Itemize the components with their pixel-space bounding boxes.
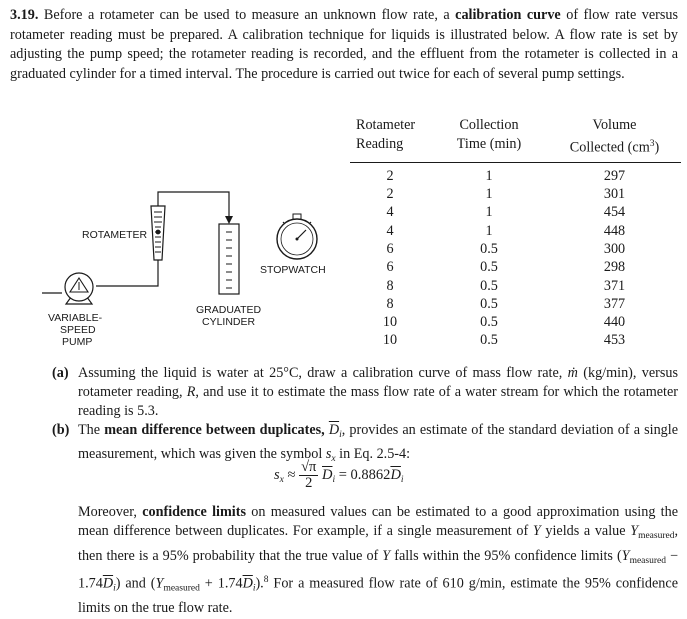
header-rotameter-reading [350, 114, 430, 162]
header-line-end: ) [654, 139, 660, 156]
table-row [350, 240, 681, 258]
cell-volume-collected: 377 [603, 295, 626, 312]
cell-volume-collected: 454 [603, 204, 626, 221]
problem-number: 3.19. [10, 7, 39, 23]
para-text-1: Moreover, [78, 504, 137, 520]
para-text-5: falls within the 95% confidence limits ( [394, 547, 622, 564]
calibration-data-table [350, 114, 681, 350]
header-line: Rotameter [356, 117, 416, 133]
cell-collection-time: 1 [485, 204, 493, 221]
graduated-cylinder-icon [219, 224, 239, 294]
para-minus: − 1.74 [78, 547, 678, 592]
cell-rotameter-reading: 8 [386, 295, 394, 312]
cell-collection-time: 1 [485, 167, 493, 184]
header-line: Reading [356, 136, 404, 152]
formula-mean-diff: $\overline{D}$ [322, 466, 333, 483]
header-line: Time (min) [456, 136, 522, 152]
rotameter-icon [151, 206, 165, 260]
part-a-text [78, 364, 678, 422]
header-line: Collected (cm [569, 139, 650, 156]
para-text-3: yields a value [545, 523, 626, 540]
formula-subscript-i-2: i [400, 474, 404, 485]
cell-volume-collected: 440 [603, 314, 626, 331]
std-dev-symbol: s [325, 446, 332, 463]
part-b-text-1: The [78, 422, 101, 438]
cell-collection-time: 1 [485, 222, 493, 239]
table-row [350, 295, 681, 313]
symbol-y: Y [532, 523, 541, 540]
part-a-label: (a) [52, 365, 69, 381]
cell-collection-time: 0.5 [480, 277, 498, 294]
cell-rotameter-reading: 4 [386, 204, 394, 221]
std-dev-formula [274, 460, 404, 491]
intro-bold-term: calibration curve [455, 7, 561, 23]
cell-collection-time: 1 [485, 186, 493, 203]
part-b-text-2: , provides an estimate of the standard deviation of a single measurement, which was given the symbol [78, 422, 678, 463]
part-a-text-1: Assuming the liquid is water at 25°C, draw a calibration curve of mass flow rate, [78, 365, 563, 381]
cell-volume-collected: 371 [603, 277, 626, 294]
table-row [350, 277, 681, 295]
symbol-y: Y [382, 547, 391, 564]
subscript-i: i [113, 583, 116, 594]
cell-rotameter-reading: 4 [386, 222, 394, 239]
header-volume-collected [548, 114, 681, 162]
header-line: Collection [459, 117, 519, 133]
symbol-y-measured: Y [621, 547, 630, 564]
header-superscript: 3 [649, 139, 655, 149]
table-row [350, 222, 681, 240]
mean-diff-symbol: $\overline{D}$ [328, 422, 340, 438]
formula-approx: ≈ [287, 466, 296, 483]
cell-collection-time: 0.5 [480, 332, 498, 349]
part-a-text-3: , and use it to estimate the mass flow rate of a water stream for which the rotameter reading is 5.3. [78, 384, 679, 420]
formula-lhs-subscript: x [279, 474, 284, 485]
rotameter-label: ROTAMETER [82, 229, 148, 241]
reading-symbol: R [186, 384, 196, 401]
para-text-8: For a measured flow rate of 610 g/min, estimate the 95% confidence limits on the true flow rate. [78, 575, 678, 617]
cylinder-label-line1: GRADUATED [196, 304, 262, 316]
part-a-text-2: (kg/min), versus rotameter reading, [78, 365, 679, 401]
formula-mean-diff-2: $\overline{D}$ [390, 466, 401, 483]
part-b-text: The mean difference between duplicates, $\overline{D}_i$, provides an estimate of the standard deviation of a single measurement, which was given the symbol $s_x$ in Eq. 2.5-4: [78, 422, 678, 465]
cell-rotameter-reading: 2 [386, 186, 394, 203]
cell-rotameter-reading: 10 [382, 332, 398, 349]
intro-text-2: of flow rate versus rotameter reading must be prepared. A calibration technique for liquids is illustrated below. A flow rate is set by adjusting the pump speed; the rotameter reading is recorded, and the effluent from the rotameter is collected in a graduated cylinder for a timed interval. The procedure is carried out twice for each of several pump settings. [10, 7, 679, 82]
formula-rhs: = 0.8862 [338, 466, 391, 483]
pump-outlet-pipe [96, 260, 158, 286]
para-plus: + 1.74 [199, 575, 243, 592]
para-text-2: on measured values can be estimated to a good approximation using the mean difference between duplicates. For example, if a single measurement of [78, 504, 679, 540]
formula-numerator: √π [301, 459, 317, 475]
table-row [350, 258, 681, 276]
formula-lhs: s [274, 466, 280, 483]
intro-text-1: Before a rotameter can be used to measure an unknown flow rate, a [43, 7, 450, 23]
table-row [350, 185, 681, 203]
mass-flow-symbol: ṁ [567, 365, 578, 381]
stopwatch-label: STOPWATCH [260, 264, 326, 276]
confidence-limits-paragraph [78, 503, 678, 619]
symbol-y-measured: Y [630, 523, 639, 540]
mean-diff-symbol: $\overline{D}$ [102, 575, 114, 592]
table-row [350, 203, 681, 221]
flow-arrow-icon [225, 216, 233, 224]
cylinder-label-line2: CYLINDER [202, 316, 256, 328]
subscript-x: x [331, 454, 336, 465]
table-header-row [350, 114, 681, 162]
subscript-i: i [339, 430, 342, 440]
formula-denominator: 2 [305, 475, 313, 491]
cell-rotameter-reading: 10 [382, 314, 398, 331]
problem-intro [10, 6, 678, 84]
cell-volume-collected: 448 [603, 222, 626, 239]
subscript-measured: measured [163, 583, 200, 594]
calibration-setup-figure [0, 100, 350, 360]
para-text-4: , then there is a 95% probability that the true value of [78, 523, 679, 564]
formula-subscript-i: i [332, 474, 336, 485]
pump-label-line3: PUMP [62, 336, 93, 348]
para-text-7: ). [255, 575, 264, 592]
formula-fraction [299, 460, 318, 491]
pump-label-line1: VARIABLE- [48, 312, 103, 324]
cell-rotameter-reading: 8 [386, 277, 394, 294]
para-text-6: ) and ( [115, 575, 156, 592]
cell-volume-collected: 453 [603, 332, 626, 349]
cell-rotameter-reading: 6 [386, 259, 394, 276]
subscript-measured: measured [638, 531, 675, 542]
cell-volume-collected: 301 [603, 186, 626, 203]
cell-collection-time: 0.5 [480, 240, 498, 257]
part-b-text-3: in Eq. 2.5-4: [339, 446, 411, 463]
cell-collection-time: 0.5 [480, 259, 498, 276]
table-row [350, 331, 681, 349]
pump-icon [65, 273, 93, 304]
part-b-bold-term: mean difference between duplicates [104, 422, 322, 438]
table-row [350, 313, 681, 331]
cell-rotameter-reading: 6 [386, 240, 394, 257]
subscript-i: i [252, 583, 256, 594]
table-row [350, 162, 681, 185]
header-collection-time [430, 114, 548, 162]
subscript-measured: measured [629, 555, 666, 566]
part-a [52, 364, 678, 422]
cell-volume-collected: 297 [603, 167, 626, 184]
symbol-y-measured: Y [155, 575, 164, 592]
pump-label-line2: SPEED [60, 324, 96, 336]
cell-volume-collected: 298 [603, 259, 626, 276]
cell-rotameter-reading: 2 [386, 167, 394, 184]
header-line: Volume [592, 117, 637, 133]
cell-collection-time: 0.5 [480, 295, 498, 312]
cell-collection-time: 0.5 [480, 314, 498, 331]
cell-volume-collected: 300 [603, 240, 626, 257]
part-b-label: (b) [52, 422, 70, 438]
para-bold-term: confidence limits [142, 504, 246, 520]
mean-diff-symbol: $\overline{D}$ [242, 575, 253, 592]
rotameter-outlet-pipe [158, 192, 229, 218]
footnote-marker: 8 [263, 575, 269, 586]
stopwatch-icon [277, 214, 317, 259]
